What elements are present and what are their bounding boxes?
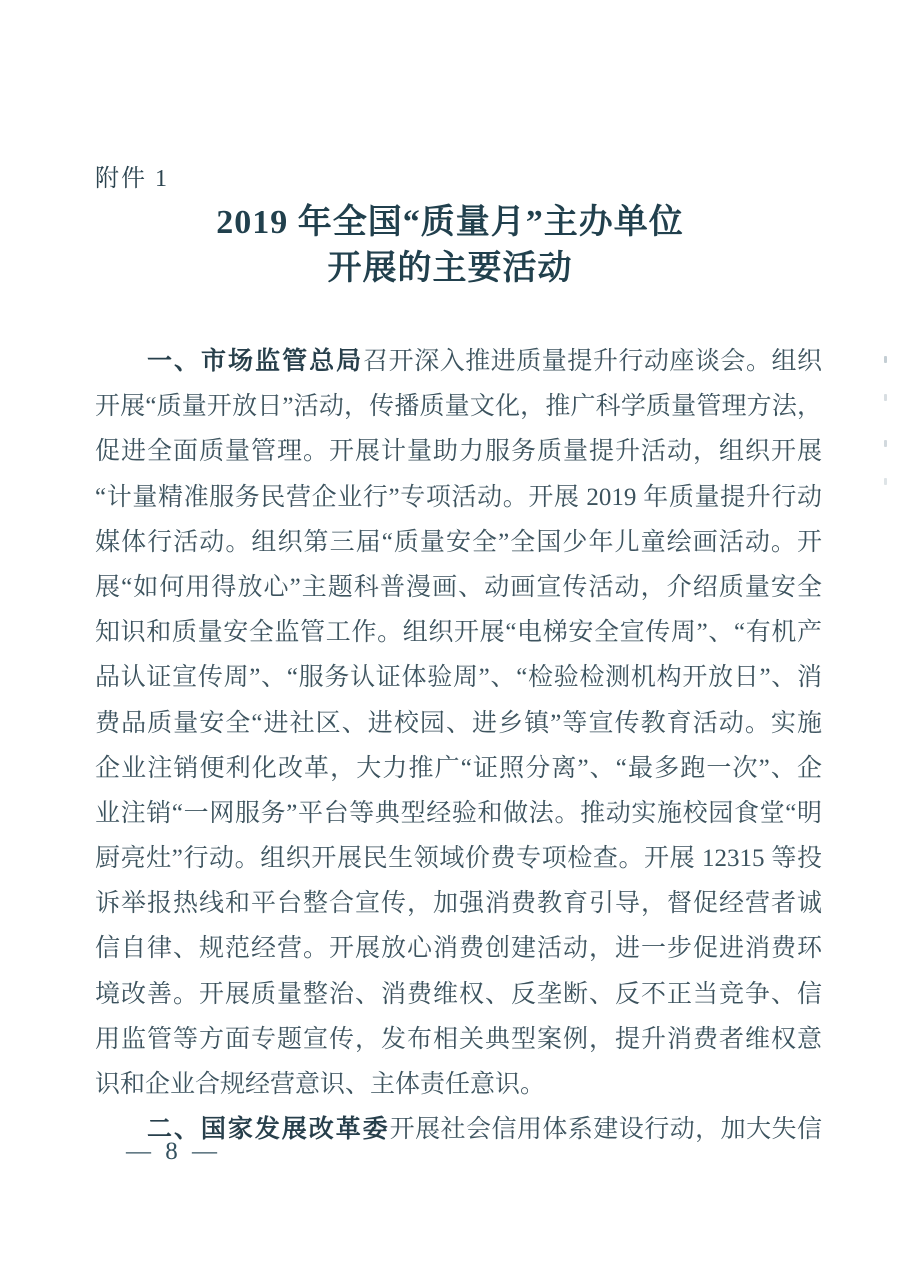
page-number: — 8 — bbox=[126, 1138, 221, 1165]
document-title bbox=[0, 200, 900, 292]
text-line: 信自律、规范经营。开展放心消费创建活动，进一步促进消费环 bbox=[95, 935, 822, 963]
text-line: 品认证宣传周”、“服务认证体验周”、“检验检测机构开放日”、消 bbox=[95, 664, 822, 692]
text-line: 知识和质量安全监管工作。组织开展“电梯安全宣传周”、“有机产 bbox=[95, 619, 822, 647]
scan-artifact-marks bbox=[882, 350, 888, 490]
text-line: 展“如何用得放心”主题科普漫画、动画宣传活动，介绍质量安全 bbox=[95, 573, 822, 601]
title-line-1: 2019 年全国“质量月”主办单位 bbox=[216, 204, 684, 241]
section-lead-bold: 二、国家发展改革委 bbox=[147, 1116, 390, 1144]
text-line: 用监管等方面专题宣传，发布相关典型案例，提升消费者维权意 bbox=[95, 1025, 822, 1053]
text-line: 企业注销便利化改革，大力推广“证照分离”、“最多跑一次”、企 bbox=[95, 754, 822, 782]
title-line-2: 开展的主要活动 bbox=[327, 250, 573, 287]
section-lead-bold: 一、市场监管总局 bbox=[147, 348, 364, 375]
text-line: 媒体行活动。组织第三届“质量安全”全国少年儿童绘画活动。开 bbox=[95, 528, 822, 556]
text-line: 业注销“一网服务”平台等典型经验和做法。推动实施校园食堂“明 bbox=[95, 799, 822, 827]
text-line: 促进全面质量管理。开展计量助力服务质量提升活动，组织开展 bbox=[95, 438, 822, 466]
text-line: 开展“质量开放日”活动，传播质量文化，推广科学质量管理方法， bbox=[95, 393, 822, 421]
text-line: 厨亮灶”行动。组织开展民生领域价费专项检查。开展 12315 等投 bbox=[95, 845, 822, 873]
text-line: 诉举报热线和平台整合宣传，加强消费教育引导，督促经营者诚 bbox=[95, 890, 822, 918]
text-line: 识和企业合规经营意识、主体责任意识。 bbox=[95, 1071, 546, 1098]
text-line: 费品质量安全“进社区、进校园、进乡镇”等宣传教育活动。实施 bbox=[95, 709, 822, 737]
text-line: 境改善。开展质量整治、消费维权、反垄断、反不正当竞争、信 bbox=[95, 980, 822, 1008]
text-line: 二、国家发展改革委开展社会信用体系建设行动，加大失信 bbox=[147, 1116, 822, 1144]
text-line: 一、市场监管总局召开深入推进质量提升行动座谈会。组织 bbox=[147, 348, 822, 375]
attachment-label: 附件 1 bbox=[95, 166, 169, 192]
document-body bbox=[95, 339, 822, 1152]
text-line: “计量精准服务民营企业行”专项活动。开展 2019 年质量提升行动 bbox=[95, 483, 822, 511]
